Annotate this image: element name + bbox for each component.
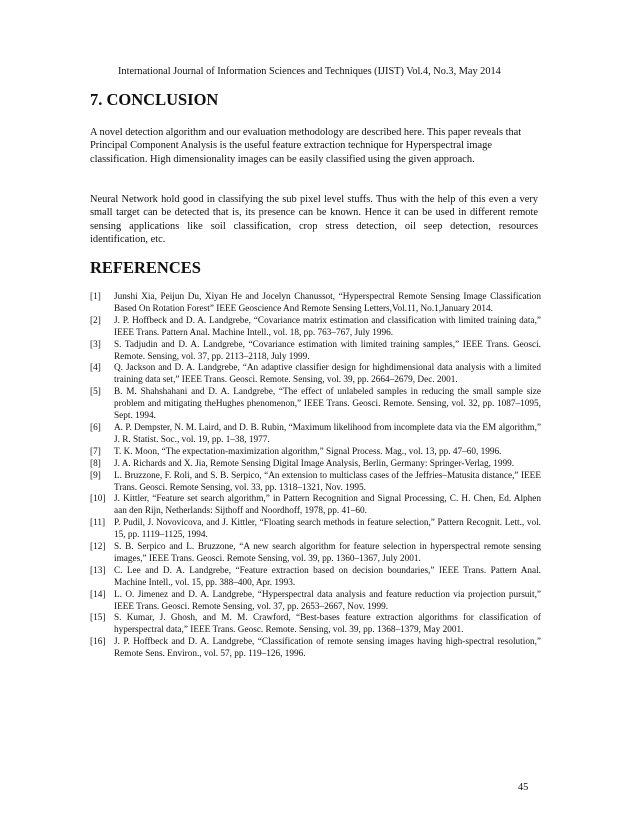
reference-number: [8] [90, 458, 101, 469]
reference-number: [1] [90, 292, 101, 302]
reference-number: [12] [90, 542, 106, 553]
reference-text: J. P. Hoffbeck and D. A. Landgrebe, “Covariance matrix estimation and classification with limited training data,” IEEE Trans. Pattern Anal. Machine Intell., vol. 18, pp. 763–767, July 1996. [114, 315, 541, 338]
reference-item [90, 423, 541, 447]
reference-text: P. Pudil, J. Novovicova, and J. Kittler, “Floating search methods in feature selection,” Pattern Recognit. Lett., vol. 15, pp. 1119–1125, 1994. [114, 518, 541, 541]
reference-item [90, 447, 541, 459]
reference-number: [4] [90, 363, 101, 374]
reference-number: [7] [90, 446, 101, 457]
reference-text: A. P. Dempster, N. M. Laird, and D. B. Rubin, “Maximum likelihood from incomplete data via the EM algorithm,” J. R. Statist. Soc., vol. 19, pp. 1–38, 1977. [114, 422, 541, 445]
conclusion-heading: 7. CONCLUSION [90, 90, 219, 109]
page-number: 45 [518, 782, 529, 793]
reference-text: Q. Jackson and D. A. Landgrebe, “An adaptive classifier design for highdimensional data analysis with a limited training data set,” IEEE Trans. Geosci. Remote. Sensing, vol. 39, pp. 2664–2679, Dec. 2001. [114, 363, 541, 386]
conclusion-paragraph-1: A novel detection algorithm and our evaluation methodology are described here. This paper reveals that Principal Component Analysis is the useful feature extraction technique for Hyperspectral image classification. High dimensionality images can be easily classified using the given approach. [90, 127, 522, 165]
reference-item [90, 387, 541, 423]
reference-number: [9] [90, 470, 101, 481]
reference-item [90, 637, 541, 661]
reference-number: [11] [90, 518, 106, 529]
reference-item [90, 566, 541, 590]
reference-item [90, 613, 541, 637]
reference-item [90, 542, 541, 566]
reference-text: C. Lee and D. A. Landgrebe, “Feature extraction based on decision boundaries,” IEEE Trans. Pattern Anal. Machine Intell., vol. 15, pp. 388–400, Apr. 1993. [114, 565, 541, 588]
reference-number: [6] [90, 422, 101, 433]
reference-number: [14] [90, 589, 106, 600]
reference-number: [2] [90, 315, 101, 326]
reference-text: Junshi Xia, Peijun Du, Xiyan He and Jocelyn Chanussot, “Hyperspectral Remote Sensing Image Classification Based On Rotation Forest” IEEE Geoscience And Remote Sensing Letters,Vol.11, No.1,January 2014. [114, 292, 541, 314]
reference-item [90, 316, 541, 340]
reference-item [90, 494, 541, 518]
reference-number: [10] [90, 494, 106, 505]
reference-text: L. O. Jimenez and D. A. Landgrebe, “Hyperspectral data analysis and feature reduction via projection pursuit,” IEEE Trans. Geosci. Remote Sensing, vol. 37, pp. 2653–2667, Nov. 1999. [114, 589, 541, 612]
reference-text: J. Kittler, “Feature set search algorithm,” in Pattern Recognition and Signal Processing, C. H. Chen, Ed. Alphen aan den Rijn, Netherlands: Sijthoff and Noordhoff, 1978, pp. 41–60. [114, 494, 541, 517]
reference-item [90, 459, 541, 471]
reference-item [90, 590, 541, 614]
reference-text: L. Bruzzone, F. Roli, and S. B. Serpico, “An extension to multiclass cases of the Jeffries–Matusita distance,” IEEE Trans. Geosci. Remote Sensing, vol. 33, pp. 1318–1321, Nov. 1995. [114, 470, 541, 493]
reference-number: [13] [90, 565, 106, 576]
reference-text: S. B. Serpico and L. Bruzzone, “A new search algorithm for feature selection in hyperspectral remote sensing images,” IEEE Trans. Geosci. Remote Sensing, vol. 39, pp. 1360–1367, July 2001. [114, 542, 541, 564]
reference-text: T. K. Moon, “The expectation-maximization algorithm,” Signal Process. Mag., vol. 13, pp. 47–60, 1996. [114, 446, 502, 457]
reference-item [90, 518, 541, 542]
reference-text: J. A. Richards and X. Jia, Remote Sensing Digital Image Analysis, Berlin, Germany: Springer-Verlag, 1999. [114, 458, 515, 469]
reference-number: [3] [90, 339, 101, 350]
references-list [90, 292, 541, 661]
reference-number: [16] [90, 637, 106, 648]
references-heading: REFERENCES [90, 258, 201, 277]
reference-text: J. P. Hoffbeck and D. A. Landgrebe, “Classification of remote sensing images having high-spectral resolution,” Remote Sens. Environ., vol. 57, pp. 119–126, 1996. [114, 637, 541, 660]
reference-text: S. Tadjudin and D. A. Landgrebe, “Covariance estimation with limited training samples,” IEEE Trans. Geosci. Remote. Sensing, vol. 37, pp. 2113–2118, July 1999. [114, 339, 541, 362]
reference-item [90, 340, 541, 364]
conclusion-paragraph-2: Neural Network hold good in classifying the sub pixel level stuffs. Thus with the help of this even a very small target can be detected that is, its presence can be known. Hence it can be used in different remote sensing applications like soil classification, crop stress detection, oil seep detection, resources identification, etc. [90, 194, 538, 245]
reference-text: B. M. Shahshahani and D. A. Landgrebe, “The effect of unlabeled samples in reducing the small sample size problem and mitigating theHughes phenomenon,” IEEE Trans. Geosci. Remote. Sensing, vol. 32, pp. 1087–1095, Sept. 1994. [114, 387, 541, 422]
running-head: International Journal of Information Sciences and Techniques (IJIST) Vol.4, No.3, May 2014 [118, 66, 501, 77]
reference-number: [15] [90, 613, 106, 624]
reference-text: S. Kumar, J. Ghosh, and M. M. Crawford, “Best-bases feature extraction algorithms for classification of hyperspectral data,” IEEE Trans. Geosc. Remote. Sensing, vol. 39, pp. 1368–1379, May 2001. [114, 613, 541, 636]
reference-item [90, 292, 541, 316]
reference-item [90, 471, 541, 495]
reference-item [90, 363, 541, 387]
reference-number: [5] [90, 387, 101, 398]
